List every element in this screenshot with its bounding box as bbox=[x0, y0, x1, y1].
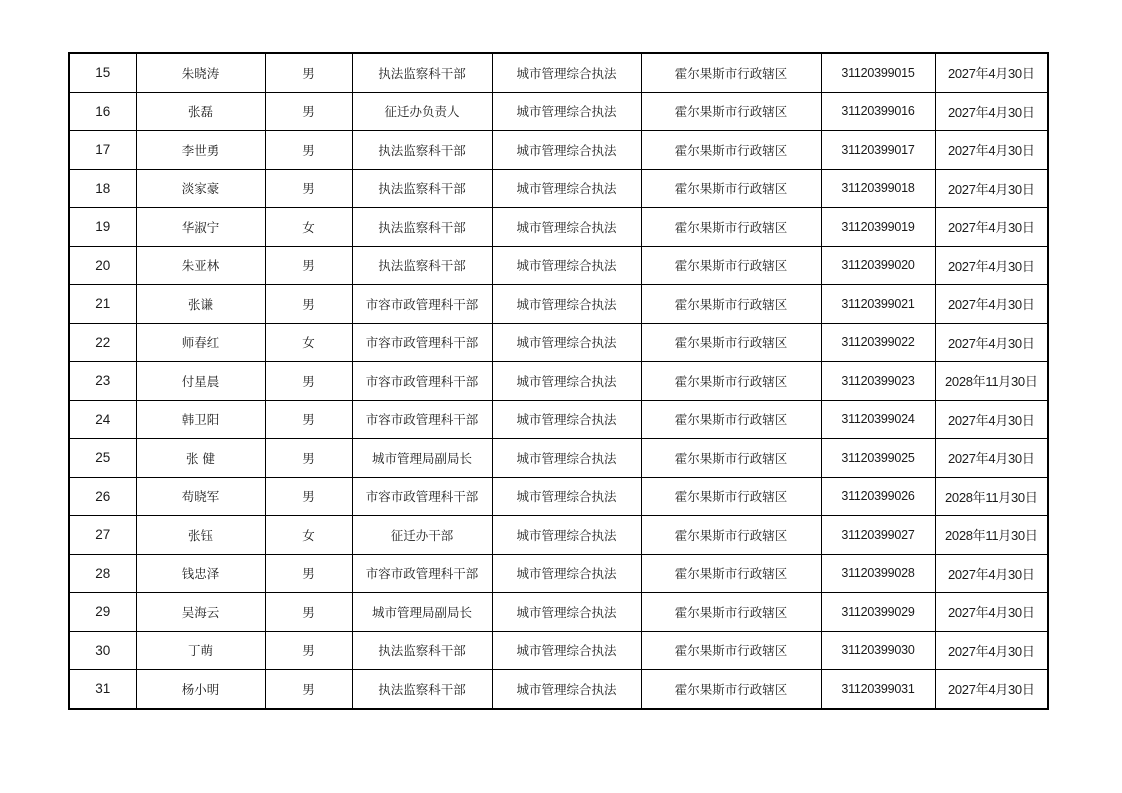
table-body bbox=[69, 53, 1048, 709]
cell-certificate-number: 31120399021 bbox=[821, 285, 935, 324]
cell-position: 市容市政管理科干部 bbox=[352, 554, 492, 593]
table-row bbox=[69, 208, 1048, 247]
cell-enforcement-field: 城市管理综合执法 bbox=[492, 400, 641, 439]
cell-enforcement-area: 霍尔果斯市行政辖区 bbox=[641, 439, 821, 478]
cell-name: 朱晓涛 bbox=[136, 53, 265, 92]
cell-enforcement-field: 城市管理综合执法 bbox=[492, 362, 641, 401]
cell-serial-number: 26 bbox=[69, 477, 136, 516]
cell-serial-number: 27 bbox=[69, 516, 136, 555]
cell-certificate-number: 31120399022 bbox=[821, 323, 935, 362]
cell-gender: 女 bbox=[265, 516, 352, 555]
cell-gender: 男 bbox=[265, 131, 352, 170]
table-row bbox=[69, 323, 1048, 362]
cell-name: 张谦 bbox=[136, 285, 265, 324]
cell-expiry-date: 2027年4月30日 bbox=[935, 131, 1048, 170]
cell-position: 市容市政管理科干部 bbox=[352, 323, 492, 362]
cell-certificate-number: 31120399023 bbox=[821, 362, 935, 401]
cell-name: 师春红 bbox=[136, 323, 265, 362]
cell-certificate-number: 31120399024 bbox=[821, 400, 935, 439]
cell-enforcement-field: 城市管理综合执法 bbox=[492, 631, 641, 670]
cell-certificate-number: 31120399016 bbox=[821, 92, 935, 131]
cell-enforcement-field: 城市管理综合执法 bbox=[492, 439, 641, 478]
cell-serial-number: 22 bbox=[69, 323, 136, 362]
cell-name: 淡家豪 bbox=[136, 169, 265, 208]
cell-name: 朱亚林 bbox=[136, 246, 265, 285]
cell-expiry-date: 2027年4月30日 bbox=[935, 631, 1048, 670]
cell-serial-number: 30 bbox=[69, 631, 136, 670]
cell-name: 张 健 bbox=[136, 439, 265, 478]
table-row bbox=[69, 362, 1048, 401]
cell-enforcement-field: 城市管理综合执法 bbox=[492, 516, 641, 555]
cell-name: 韩卫阳 bbox=[136, 400, 265, 439]
cell-serial-number: 25 bbox=[69, 439, 136, 478]
table-row bbox=[69, 400, 1048, 439]
cell-name: 丁萌 bbox=[136, 631, 265, 670]
cell-certificate-number: 31120399015 bbox=[821, 53, 935, 92]
cell-gender: 男 bbox=[265, 477, 352, 516]
cell-name: 华淑宁 bbox=[136, 208, 265, 247]
table-row bbox=[69, 285, 1048, 324]
cell-certificate-number: 31120399029 bbox=[821, 593, 935, 632]
cell-enforcement-field: 城市管理综合执法 bbox=[492, 670, 641, 709]
table-row bbox=[69, 670, 1048, 709]
cell-enforcement-area: 霍尔果斯市行政辖区 bbox=[641, 285, 821, 324]
cell-certificate-number: 31120399031 bbox=[821, 670, 935, 709]
cell-serial-number: 28 bbox=[69, 554, 136, 593]
cell-enforcement-field: 城市管理综合执法 bbox=[492, 53, 641, 92]
cell-enforcement-field: 城市管理综合执法 bbox=[492, 246, 641, 285]
cell-gender: 男 bbox=[265, 631, 352, 670]
table-row bbox=[69, 631, 1048, 670]
cell-position: 城市管理局副局长 bbox=[352, 439, 492, 478]
cell-gender: 男 bbox=[265, 400, 352, 439]
cell-enforcement-area: 霍尔果斯市行政辖区 bbox=[641, 516, 821, 555]
cell-serial-number: 20 bbox=[69, 246, 136, 285]
cell-position: 执法监察科干部 bbox=[352, 169, 492, 208]
cell-enforcement-field: 城市管理综合执法 bbox=[492, 208, 641, 247]
cell-enforcement-area: 霍尔果斯市行政辖区 bbox=[641, 92, 821, 131]
cell-gender: 女 bbox=[265, 208, 352, 247]
cell-gender: 男 bbox=[265, 285, 352, 324]
cell-enforcement-field: 城市管理综合执法 bbox=[492, 92, 641, 131]
cell-serial-number: 29 bbox=[69, 593, 136, 632]
table-row bbox=[69, 53, 1048, 92]
cell-enforcement-area: 霍尔果斯市行政辖区 bbox=[641, 554, 821, 593]
cell-serial-number: 16 bbox=[69, 92, 136, 131]
cell-position: 执法监察科干部 bbox=[352, 246, 492, 285]
cell-expiry-date: 2028年11月30日 bbox=[935, 362, 1048, 401]
cell-expiry-date: 2027年4月30日 bbox=[935, 92, 1048, 131]
cell-certificate-number: 31120399030 bbox=[821, 631, 935, 670]
cell-expiry-date: 2027年4月30日 bbox=[935, 439, 1048, 478]
cell-expiry-date: 2027年4月30日 bbox=[935, 323, 1048, 362]
cell-name: 张钰 bbox=[136, 516, 265, 555]
cell-enforcement-field: 城市管理综合执法 bbox=[492, 285, 641, 324]
cell-certificate-number: 31120399026 bbox=[821, 477, 935, 516]
cell-position: 市容市政管理科干部 bbox=[352, 400, 492, 439]
cell-certificate-number: 31120399019 bbox=[821, 208, 935, 247]
table-row bbox=[69, 516, 1048, 555]
cell-name: 吴海云 bbox=[136, 593, 265, 632]
cell-serial-number: 17 bbox=[69, 131, 136, 170]
cell-position: 市容市政管理科干部 bbox=[352, 362, 492, 401]
cell-gender: 男 bbox=[265, 169, 352, 208]
table-row bbox=[69, 593, 1048, 632]
cell-enforcement-field: 城市管理综合执法 bbox=[492, 323, 641, 362]
cell-serial-number: 19 bbox=[69, 208, 136, 247]
table-row bbox=[69, 131, 1048, 170]
table-row bbox=[69, 554, 1048, 593]
cell-name: 杨小明 bbox=[136, 670, 265, 709]
cell-enforcement-area: 霍尔果斯市行政辖区 bbox=[641, 631, 821, 670]
cell-certificate-number: 31120399028 bbox=[821, 554, 935, 593]
cell-enforcement-area: 霍尔果斯市行政辖区 bbox=[641, 169, 821, 208]
cell-expiry-date: 2028年11月30日 bbox=[935, 477, 1048, 516]
cell-enforcement-area: 霍尔果斯市行政辖区 bbox=[641, 131, 821, 170]
cell-expiry-date: 2027年4月30日 bbox=[935, 593, 1048, 632]
cell-enforcement-field: 城市管理综合执法 bbox=[492, 131, 641, 170]
table-row bbox=[69, 246, 1048, 285]
cell-position: 征迁办负责人 bbox=[352, 92, 492, 131]
cell-enforcement-area: 霍尔果斯市行政辖区 bbox=[641, 593, 821, 632]
cell-serial-number: 24 bbox=[69, 400, 136, 439]
cell-serial-number: 31 bbox=[69, 670, 136, 709]
cell-expiry-date: 2027年4月30日 bbox=[935, 285, 1048, 324]
table-row bbox=[69, 477, 1048, 516]
cell-expiry-date: 2027年4月30日 bbox=[935, 208, 1048, 247]
cell-enforcement-area: 霍尔果斯市行政辖区 bbox=[641, 400, 821, 439]
cell-gender: 男 bbox=[265, 246, 352, 285]
cell-enforcement-area: 霍尔果斯市行政辖区 bbox=[641, 670, 821, 709]
cell-gender: 男 bbox=[265, 362, 352, 401]
cell-position: 城市管理局副局长 bbox=[352, 593, 492, 632]
cell-name: 付星晨 bbox=[136, 362, 265, 401]
cell-position: 市容市政管理科干部 bbox=[352, 477, 492, 516]
cell-certificate-number: 31120399017 bbox=[821, 131, 935, 170]
cell-certificate-number: 31120399020 bbox=[821, 246, 935, 285]
cell-certificate-number: 31120399018 bbox=[821, 169, 935, 208]
cell-serial-number: 15 bbox=[69, 53, 136, 92]
table-row bbox=[69, 92, 1048, 131]
cell-serial-number: 18 bbox=[69, 169, 136, 208]
cell-gender: 男 bbox=[265, 92, 352, 131]
cell-position: 征迁办干部 bbox=[352, 516, 492, 555]
cell-gender: 女 bbox=[265, 323, 352, 362]
cell-gender: 男 bbox=[265, 554, 352, 593]
cell-expiry-date: 2027年4月30日 bbox=[935, 53, 1048, 92]
cell-position: 执法监察科干部 bbox=[352, 631, 492, 670]
cell-gender: 男 bbox=[265, 670, 352, 709]
cell-serial-number: 23 bbox=[69, 362, 136, 401]
cell-enforcement-area: 霍尔果斯市行政辖区 bbox=[641, 477, 821, 516]
cell-certificate-number: 31120399025 bbox=[821, 439, 935, 478]
cell-gender: 男 bbox=[265, 439, 352, 478]
cell-enforcement-field: 城市管理综合执法 bbox=[492, 593, 641, 632]
table-row bbox=[69, 169, 1048, 208]
cell-position: 执法监察科干部 bbox=[352, 53, 492, 92]
cell-gender: 男 bbox=[265, 593, 352, 632]
cell-expiry-date: 2027年4月30日 bbox=[935, 670, 1048, 709]
cell-expiry-date: 2027年4月30日 bbox=[935, 400, 1048, 439]
cell-name: 钱忠泽 bbox=[136, 554, 265, 593]
cell-name: 张磊 bbox=[136, 92, 265, 131]
cell-enforcement-area: 霍尔果斯市行政辖区 bbox=[641, 208, 821, 247]
cell-name: 李世勇 bbox=[136, 131, 265, 170]
cell-enforcement-area: 霍尔果斯市行政辖区 bbox=[641, 323, 821, 362]
cell-name: 苟晓军 bbox=[136, 477, 265, 516]
cell-enforcement-area: 霍尔果斯市行政辖区 bbox=[641, 53, 821, 92]
cell-serial-number: 21 bbox=[69, 285, 136, 324]
cell-expiry-date: 2027年4月30日 bbox=[935, 169, 1048, 208]
cell-position: 市容市政管理科干部 bbox=[352, 285, 492, 324]
cell-expiry-date: 2028年11月30日 bbox=[935, 516, 1048, 555]
cell-certificate-number: 31120399027 bbox=[821, 516, 935, 555]
cell-enforcement-field: 城市管理综合执法 bbox=[492, 477, 641, 516]
cell-expiry-date: 2027年4月30日 bbox=[935, 554, 1048, 593]
cell-enforcement-field: 城市管理综合执法 bbox=[492, 169, 641, 208]
cell-enforcement-area: 霍尔果斯市行政辖区 bbox=[641, 362, 821, 401]
personnel-table bbox=[68, 52, 1049, 710]
table-row bbox=[69, 439, 1048, 478]
cell-expiry-date: 2027年4月30日 bbox=[935, 246, 1048, 285]
cell-gender: 男 bbox=[265, 53, 352, 92]
cell-position: 执法监察科干部 bbox=[352, 208, 492, 247]
cell-position: 执法监察科干部 bbox=[352, 131, 492, 170]
cell-enforcement-field: 城市管理综合执法 bbox=[492, 554, 641, 593]
cell-position: 执法监察科干部 bbox=[352, 670, 492, 709]
cell-enforcement-area: 霍尔果斯市行政辖区 bbox=[641, 246, 821, 285]
